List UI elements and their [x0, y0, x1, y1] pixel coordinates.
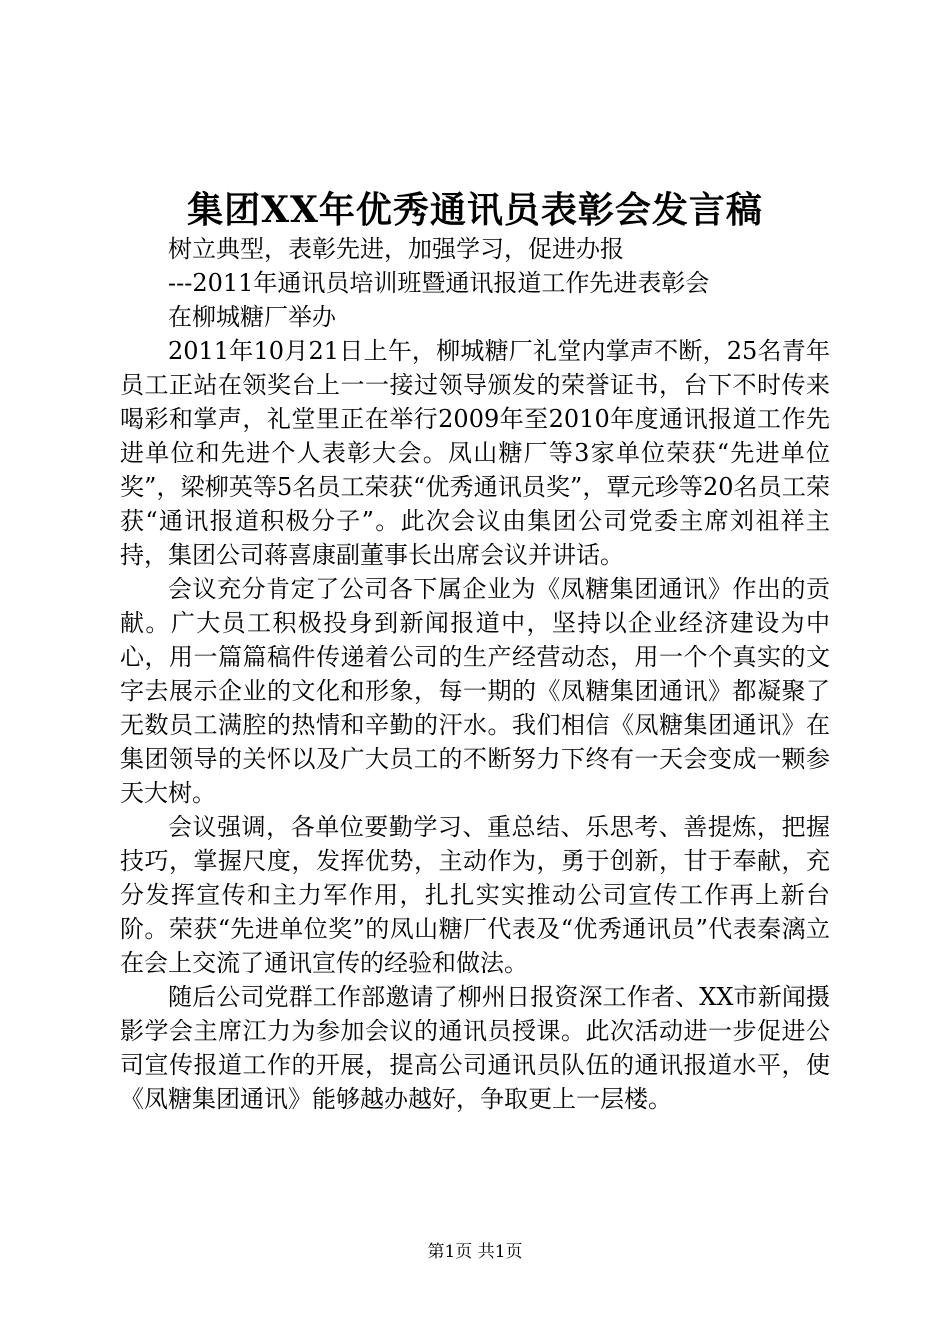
document-title: 集团XX年优秀通讯员表彰会发言稿	[187, 189, 763, 231]
paragraph-3: 会议强调，各单位要勤学习、重总结、乐思考、善提炼，把握技巧，掌握尺度，发挥优势，主动作为，勇于创新，甘于奉献，充分发挥宣传和主力军作用，扎扎实实推动公司宣传工作再上新台阶。荣获“先进单位奖”的凤山糖厂代表及“优秀通讯员”代表秦漓立在会上交流了通讯宣传的经验和做法。	[120, 813, 830, 977]
paragraph-1: 2011年10月21日上午，柳城糖厂礼堂内掌声不断，25名青年员工正站在领奖台上一一接过领导颁发的荣誉证书，台下不时传来喝彩和掌声，礼堂里正在举行2009年至2010年度通讯报道工作先进单位和先进个人表彰大会。凤山糖厂等3家单位荣获“先进单位奖”，梁柳英等5名员工荣获“优秀通讯员奖”，覃元珍等20名员工荣获“通讯报道积极分子”。此次会议由集团公司党委主席刘祖祥主持，集团公司蒋喜康副董事长出席会议并讲话。	[120, 337, 830, 569]
subtitle-line-3: 在柳城糖厂举办	[168, 303, 336, 331]
document-body	[120, 232, 830, 1116]
subtitle-line-1: 树立典型，表彰先进，加强学习，促进办报	[168, 235, 624, 263]
subtitle-line-2: ---2011年通讯员培训班暨通讯报道工作先进表彰会	[168, 269, 710, 297]
paragraph-2: 会议充分肯定了公司各下属企业为《凤糖集团通讯》作出的贡献。广大员工积极投身到新闻报道中，坚持以企业经济建设为中心，用一篇篇稿件传递着公司的生产经营动态，用一个个真实的文字去展示企业的文化和形象，每一期的《凤糖集团通讯》都凝聚了无数员工满腔的热情和辛勤的汗水。我们相信《凤糖集团通讯》在集团领导的关怀以及广大员工的不断努力下终有一天会变成一颗参天大树。	[120, 575, 830, 807]
page-footer: 第1页 共1页	[427, 1242, 523, 1262]
paragraph-4: 随后公司党群工作部邀请了柳州日报资深工作者、XX市新闻摄影学会主席江力为参加会议的通讯员授课。此次活动进一步促进公司宣传报道工作的开展，提高公司通讯员队伍的通讯报道水平，使《凤糖集团通讯》能够越办越好，争取更上一层楼。	[120, 983, 830, 1113]
